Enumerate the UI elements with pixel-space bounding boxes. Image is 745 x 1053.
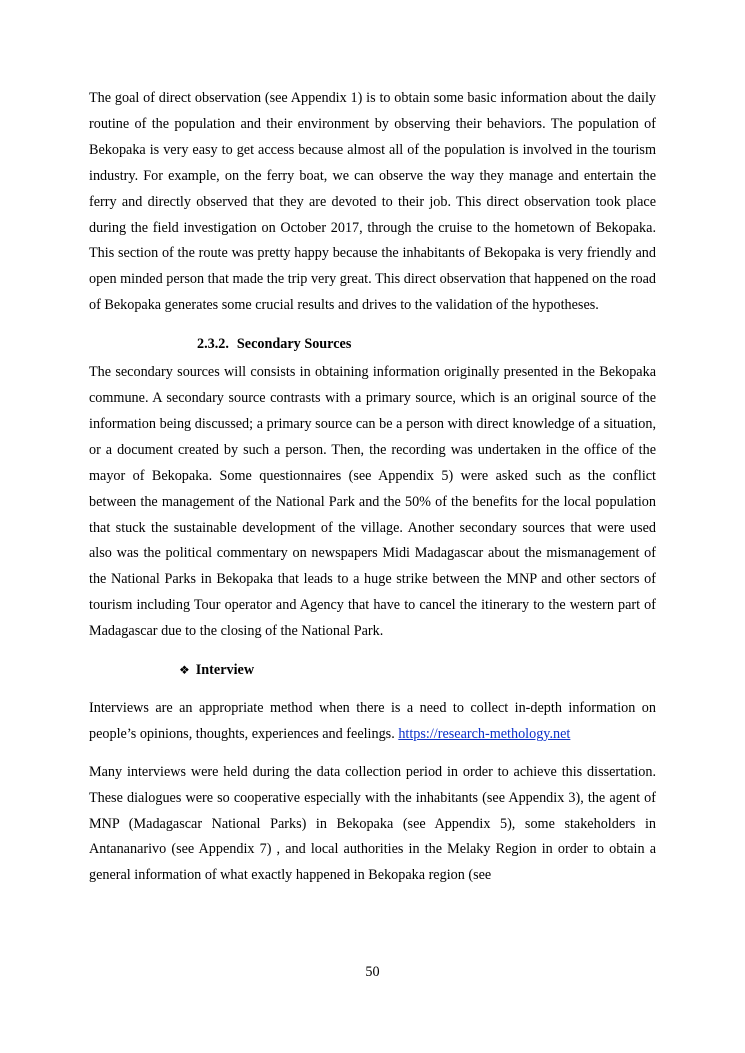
paragraph-interviews-text: Interviews are an appropriate method when there is a need to collect in-depth information on people’s opinions, thoughts, experiences and feelings. bbox=[89, 699, 656, 742]
section-heading bbox=[89, 332, 656, 358]
document-body bbox=[89, 86, 656, 889]
section-title: Secondary Sources bbox=[236, 336, 352, 353]
subheading-title: Interview bbox=[195, 662, 255, 679]
diamond-bullet-icon: ❖ bbox=[179, 663, 190, 678]
paragraph-interviews-held: Many interviews were held during the data collection period in order to achieve this dissertation. These dialogues were so cooperative especially with the inhabitants (see Appendix 3), the agent of MNP (Madagascar National Parks) in Bekopaka (see Appendix 5), some stakeholders in Antananarivo (see Appendix 7) , and local authorities in the Melaky Region in order to obtain a general information of what exactly happened in Bekopaka region (see bbox=[89, 763, 656, 884]
subheading-interview bbox=[89, 658, 656, 684]
paragraph-secondary-sources: The secondary sources will consists in obtaining information originally presented in the Bekopaka commune. A secondary source contrasts with a primary source, which is an original source of the information being discussed; a primary source can be a person with direct knowledge of a situation, or a document created by such a person. Then, the recording was undertaken in the office of the mayor of Bekopaka. Some questionnaires (see Appendix 5) were asked such as the conflict between the management of the National Park and the 50% of the benefits for the local population that stuck the sustainable development of the village. Another secondary sources that were used also was the political commentary on newspapers Midi Madagascar about the mismanagement of the National Parks in Bekopaka that leads to a huge strike between the MNP and other sectors of tourism including Tour operator and Agency that have to cancel the itinerary to the western part of Madagascar due to the closing of the National Park. bbox=[89, 364, 656, 640]
page-number: 50 bbox=[365, 964, 380, 980]
research-methodology-link[interactable]: https://research-methology.net bbox=[398, 725, 571, 742]
section-number: 2.3.2. bbox=[197, 336, 229, 353]
paragraph-interviews-definition bbox=[89, 696, 656, 748]
paragraph-direct-observation: The goal of direct observation (see Appendix 1) is to obtain some basic information about the daily routine of the population and their environment by observing their behaviors. The population of Bekopaka is very easy to get access because almost all of the population is involved in the tourism industry. For example, on the ferry boat, we can observe the way they manage and entertain the ferry and directly observed that they are devoted to their job. This direct observation took place during the field investigation on October 2017, through the cruise to the hometown of Bekopaka. This section of the route was pretty happy because the inhabitants of Bekopaka is very friendly and open minded person that made the trip very great. This direct observation that happened on the road of Bekopaka generates some crucial results and drives to the validation of the hypotheses. bbox=[89, 90, 656, 314]
